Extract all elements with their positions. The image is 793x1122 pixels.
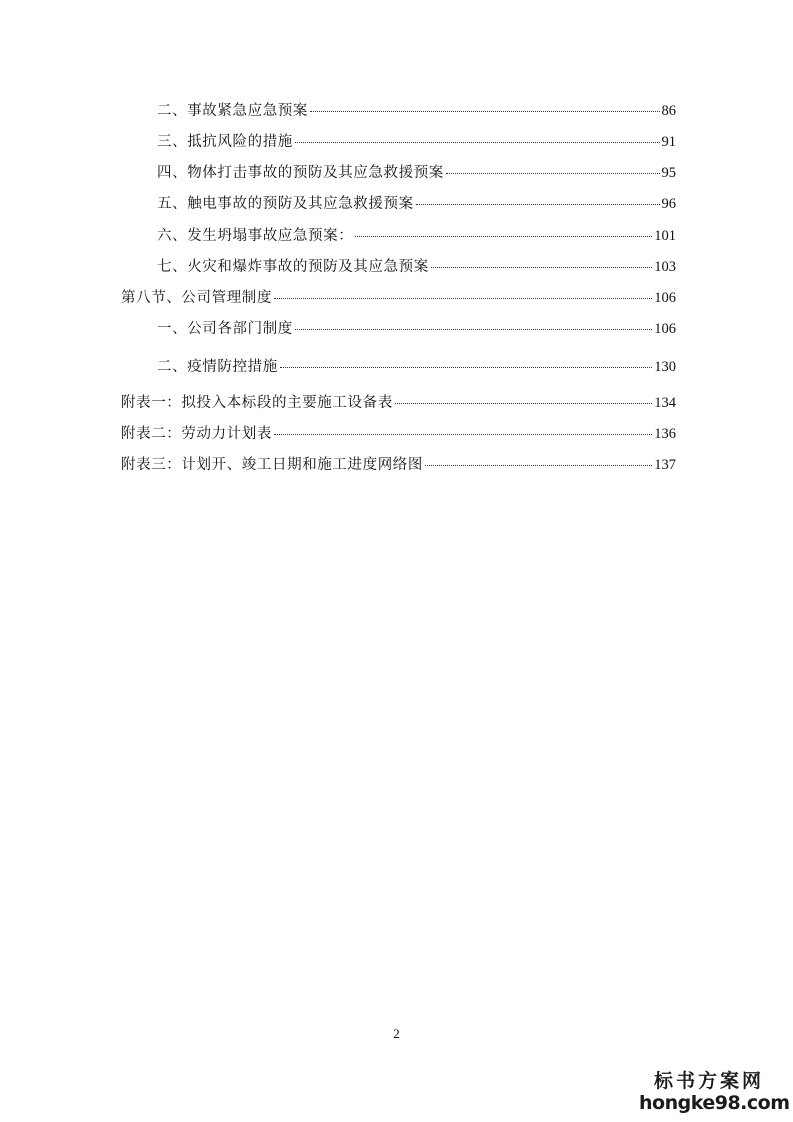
toc-entry-page: 130 (654, 359, 676, 375)
toc-entry-label: 五、触电事故的预防及其应急救援预案 (157, 196, 414, 212)
toc-dot-leader (355, 236, 652, 237)
watermark-title: 标书方案网 (653, 1070, 764, 1092)
toc-entry-page: 86 (661, 103, 676, 119)
toc-entry[interactable] (157, 258, 676, 276)
toc-entry[interactable] (157, 102, 676, 120)
toc-entry[interactable] (121, 456, 676, 474)
watermark-url: hongke98.com (639, 1092, 790, 1114)
toc-entry-page: 91 (661, 134, 676, 150)
toc-entry[interactable] (157, 164, 676, 182)
toc-entry-label: 六、发生坍塌事故应急预案： (157, 228, 354, 244)
toc-entry-label: 二、事故紧急应急预案 (157, 103, 308, 119)
page-number: 2 (393, 1026, 400, 1041)
toc-entry[interactable] (157, 195, 676, 213)
toc-dot-leader (274, 298, 652, 299)
toc-entry-page: 136 (654, 426, 676, 442)
toc-entry-label: 附表三：计划开、竣工日期和施工进度网络图 (121, 457, 423, 473)
toc-entry[interactable] (157, 227, 676, 245)
toc-entry-page: 134 (654, 395, 676, 411)
watermark-logo (639, 1070, 790, 1114)
toc-entry-label: 四、物体打击事故的预防及其应急救援预案 (157, 165, 444, 181)
toc-entry-page: 106 (654, 290, 676, 306)
toc-entry-label: 附表一：拟投入本标段的主要施工设备表 (121, 395, 393, 411)
toc-entry-label: 二、疫情防控措施 (157, 359, 278, 375)
toc-entry-page: 103 (654, 259, 676, 275)
toc-entry-label: 三、抵抗风险的措施 (157, 134, 293, 150)
toc-entry-label: 第八节、公司管理制度 (121, 290, 272, 306)
toc-dot-leader (431, 267, 652, 268)
toc-dot-leader (274, 434, 652, 435)
toc-dot-leader (295, 142, 660, 143)
toc-dot-leader (446, 173, 660, 174)
toc-dot-leader (310, 111, 660, 112)
toc-entry-page: 101 (654, 228, 676, 244)
toc-entry-page: 96 (661, 196, 676, 212)
toc-dot-leader (395, 403, 652, 404)
toc-entry-page: 95 (661, 165, 676, 181)
toc-entry-page: 106 (654, 321, 676, 337)
toc-dot-leader (416, 204, 660, 205)
toc-entry-label: 一、公司各部门制度 (157, 321, 293, 337)
toc-dot-leader (280, 367, 652, 368)
toc-dot-leader (295, 329, 652, 330)
toc-entry[interactable] (121, 289, 676, 307)
toc-dot-leader (425, 465, 652, 466)
toc-entry-label: 七、火灾和爆炸事故的预防及其应急预案 (157, 259, 429, 275)
toc-entry[interactable] (121, 425, 676, 443)
toc-entry-label: 附表二：劳动力计划表 (121, 426, 272, 442)
toc-entry[interactable] (157, 358, 676, 376)
toc-entry[interactable] (157, 133, 676, 151)
toc-entry[interactable] (157, 320, 676, 338)
toc-entry[interactable] (121, 394, 676, 412)
toc-entry-page: 137 (654, 457, 676, 473)
